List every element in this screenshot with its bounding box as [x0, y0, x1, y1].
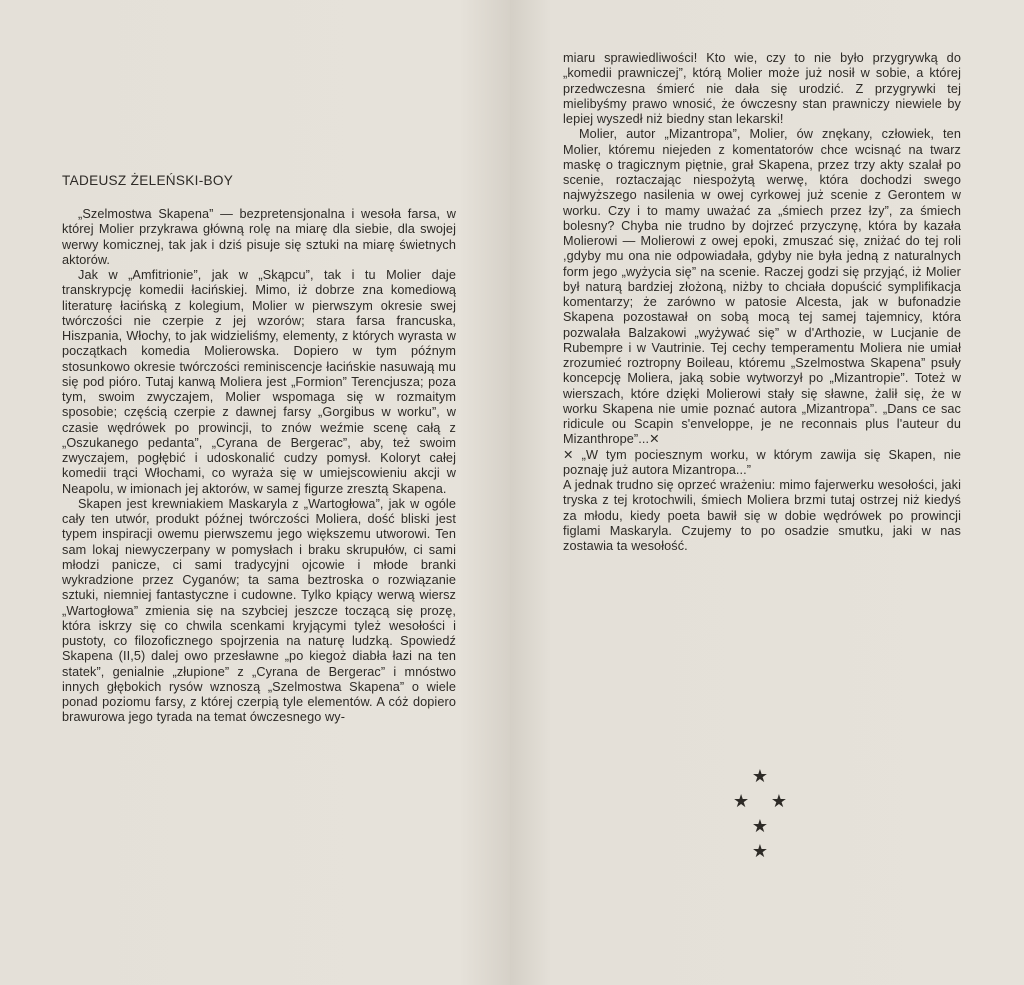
- left-page: [0, 0, 510, 985]
- paragraph: A jednak trudno się oprzeć wrażeniu: mimo fajerwerku wesołości, jaki tryska z tej krotochwili, śmiech Moliera brzmi tutaj ostrzej niż kiedyś za młodu, kiedy poeta bawił się w dobie wędrówek po prowincji figlami Maskaryla. Czujemy to po osadzie smutku, jaki w nas zostawia ta wesołość.: [563, 478, 961, 553]
- right-page-text: [563, 51, 961, 554]
- star-icon: ★: [751, 841, 769, 862]
- paragraph: Jak w „Amfitrionie”, jak w „Skąpcu”, tak i tu Molier daje transkrypcję komedii łacińskiej. Mimo, iż dobrze zna komediową literaturę łacińską z kolegium, Molier w pierwszym okresie swej twórczości nie czerpie z jej wzorów; stara farsa francuska, Hiszpania, Włochy, to jak widzieliśmy, elementy, z których wyrasta w początkach komedia Molierowska. Dopiero w tym późnym stosunkowo okresie twórczości reminiscencje łacińskie nasuwają mu się pod pióro. Tutaj kanwą Moliera jest „Formion” Terencjusza; poza tym, swoim zwyczajem, Molier wspomaga się w rozmaitym sposobie; częścią czerpie z dawnej farsy „Gorgibus w worku”, w czasie wędrówek po prowincji, to znów weźmie scenę całą z „Oszukanego pedanta”, „Cyrana de Bergerac”, aby, też swoim zwyczajem, pogłębić i udoskonalić cudzy pomysł. Koloryt całej komedii trąci Włochami, co wyraża się w umiejscowieniu akcji w Neapolu, w imionach jej aktorów, w samej figurze zresztą Skapena.: [62, 268, 456, 496]
- left-page-text: [62, 207, 456, 726]
- star-icon: ★: [751, 766, 769, 787]
- star-ornament: [720, 764, 800, 864]
- paragraph: miaru sprawiedliwości! Kto wie, czy to nie było przygrywką do „komedii prawniczej”, którą Molier może już nosił w sobie, a której przedwczesna śmierć nie dała się urodzić. Z przygrywki tej mielibyśmy prawo wnosić, że ówczesny stan prawniczy niewiele by lepiej wyszedł niż biedny stan lekarski!: [563, 51, 961, 126]
- author-heading: TADEUSZ ŻELEŃSKI-BOY: [62, 173, 234, 188]
- paragraph: Skapen jest krewniakiem Maskaryla z „Wartogłowa”, jak w ogóle cały ten utwór, produkt późnej twórczości Moliera, dość bliski jest typem inspiracji owemu pierwszemu jego większemu utworowi. Ten sam lokaj niewyczerpany w pomysłach i braku skrupułów, ci sami młodzi panicze, ci sami tradycyjni ojcowie i młode branki wykradzione przez Cyganów; ta sama beztroska o rozwiązanie sztuki, niemniej fantastyczne i cudowne. Tylko kpiący werwą wiersz „Wartogłowa” zmienia się na szybciej jeszcze toczącą się prozę, która iskrzy się co chwila scenkami kryjącymi tyleż wesołości i pustoty, co filozoficznego spojrzenia na naturę ludzką. Spowiedź Skapena (II,5) dalej owo przesławne „po kiegoż diabła łazi na ten statek”, genialnie „złupione” z „Cyrana de Bergerac” i mnóstwo innych głębokich rysów wznoszą „Szelmostwa Skapena” o wiele ponad poziomu farsy, z której czerpią tyle elementów. A cóż dopiero brawurowa jego tyrada na temat ówczesnego wy-: [62, 496, 456, 725]
- footnote: ✕ „W tym pociesznym worku, w którym zawija się Skapen, nie poznaję już autora Mizantropa...”: [563, 447, 961, 477]
- star-icon-row: ★ ★ ★: [733, 791, 795, 837]
- paragraph: Molier, autor „Mizantropa”, Molier, ów znękany, człowiek, ten Molier, któremu niejeden z komentatorów chce wcisnąć na twarz maskę o tragicznym piętnie, grał Skapena, przez trzy akty szalał po scenie, roztaczając niespożytą werwę, która dochodzi swego najwyższego nasilenia w owej cyrkowej już scenie z Gerontem w worku. Czy i to mamy uważać za „śmiech przez łzy”, za śmiech bolesny? Chyba nie trudno by dojrzeć przyczynę, która by kazała Molierowi — Molierowi z owej epoki, zmuszać się, zniżać do tej roli ,gdyby mu ona nie odpowiadała, gdyby nie była jedną z naturalnych form jego „wyżycia się” na scenie. Raczej godzi się przyjąć, iż Molier był naturą bardziej złożoną, niżby to chciała dopuścić symplifikacja komentarzy; że zarówno w patosie Alcesta, jak w bufonadzie Skapena pozostawał on sobą mocą tej samej tajemnicy, która pozwalała Balzakowi „wyżywać się” w d'Arthozie, w Lucjanie de Rubempre i w Vautrinie. Tej cechy temperamentu Moliera nie umiał zrozumieć roztropny Boileau, któremu „Szelmostwa Skapena” psuły koncepcję Moliera, jaką sobie wytworzył po „Mizantropie”. Toteż w wierszach, które dzięki Molierowi stały się sławne, żalił się, że w worku Skapena nie umie poznać autora „Mizantropa”. „Dans ce sac ridicule ou Scapin s'enveloppe, je ne reconnais plus l'auteur du Mizanthrope”...✕: [563, 127, 961, 447]
- paragraph: „Szelmostwa Skapena” — bezpretensjonalna i wesoła farsa, w której Molier przykrawa główną rolę na miarę dla siebie, dla swojej werwy komicznej, tak jak i dziś pisuje się sztuki na miarę świetnych aktorów.: [62, 207, 456, 267]
- right-page: [510, 0, 1024, 985]
